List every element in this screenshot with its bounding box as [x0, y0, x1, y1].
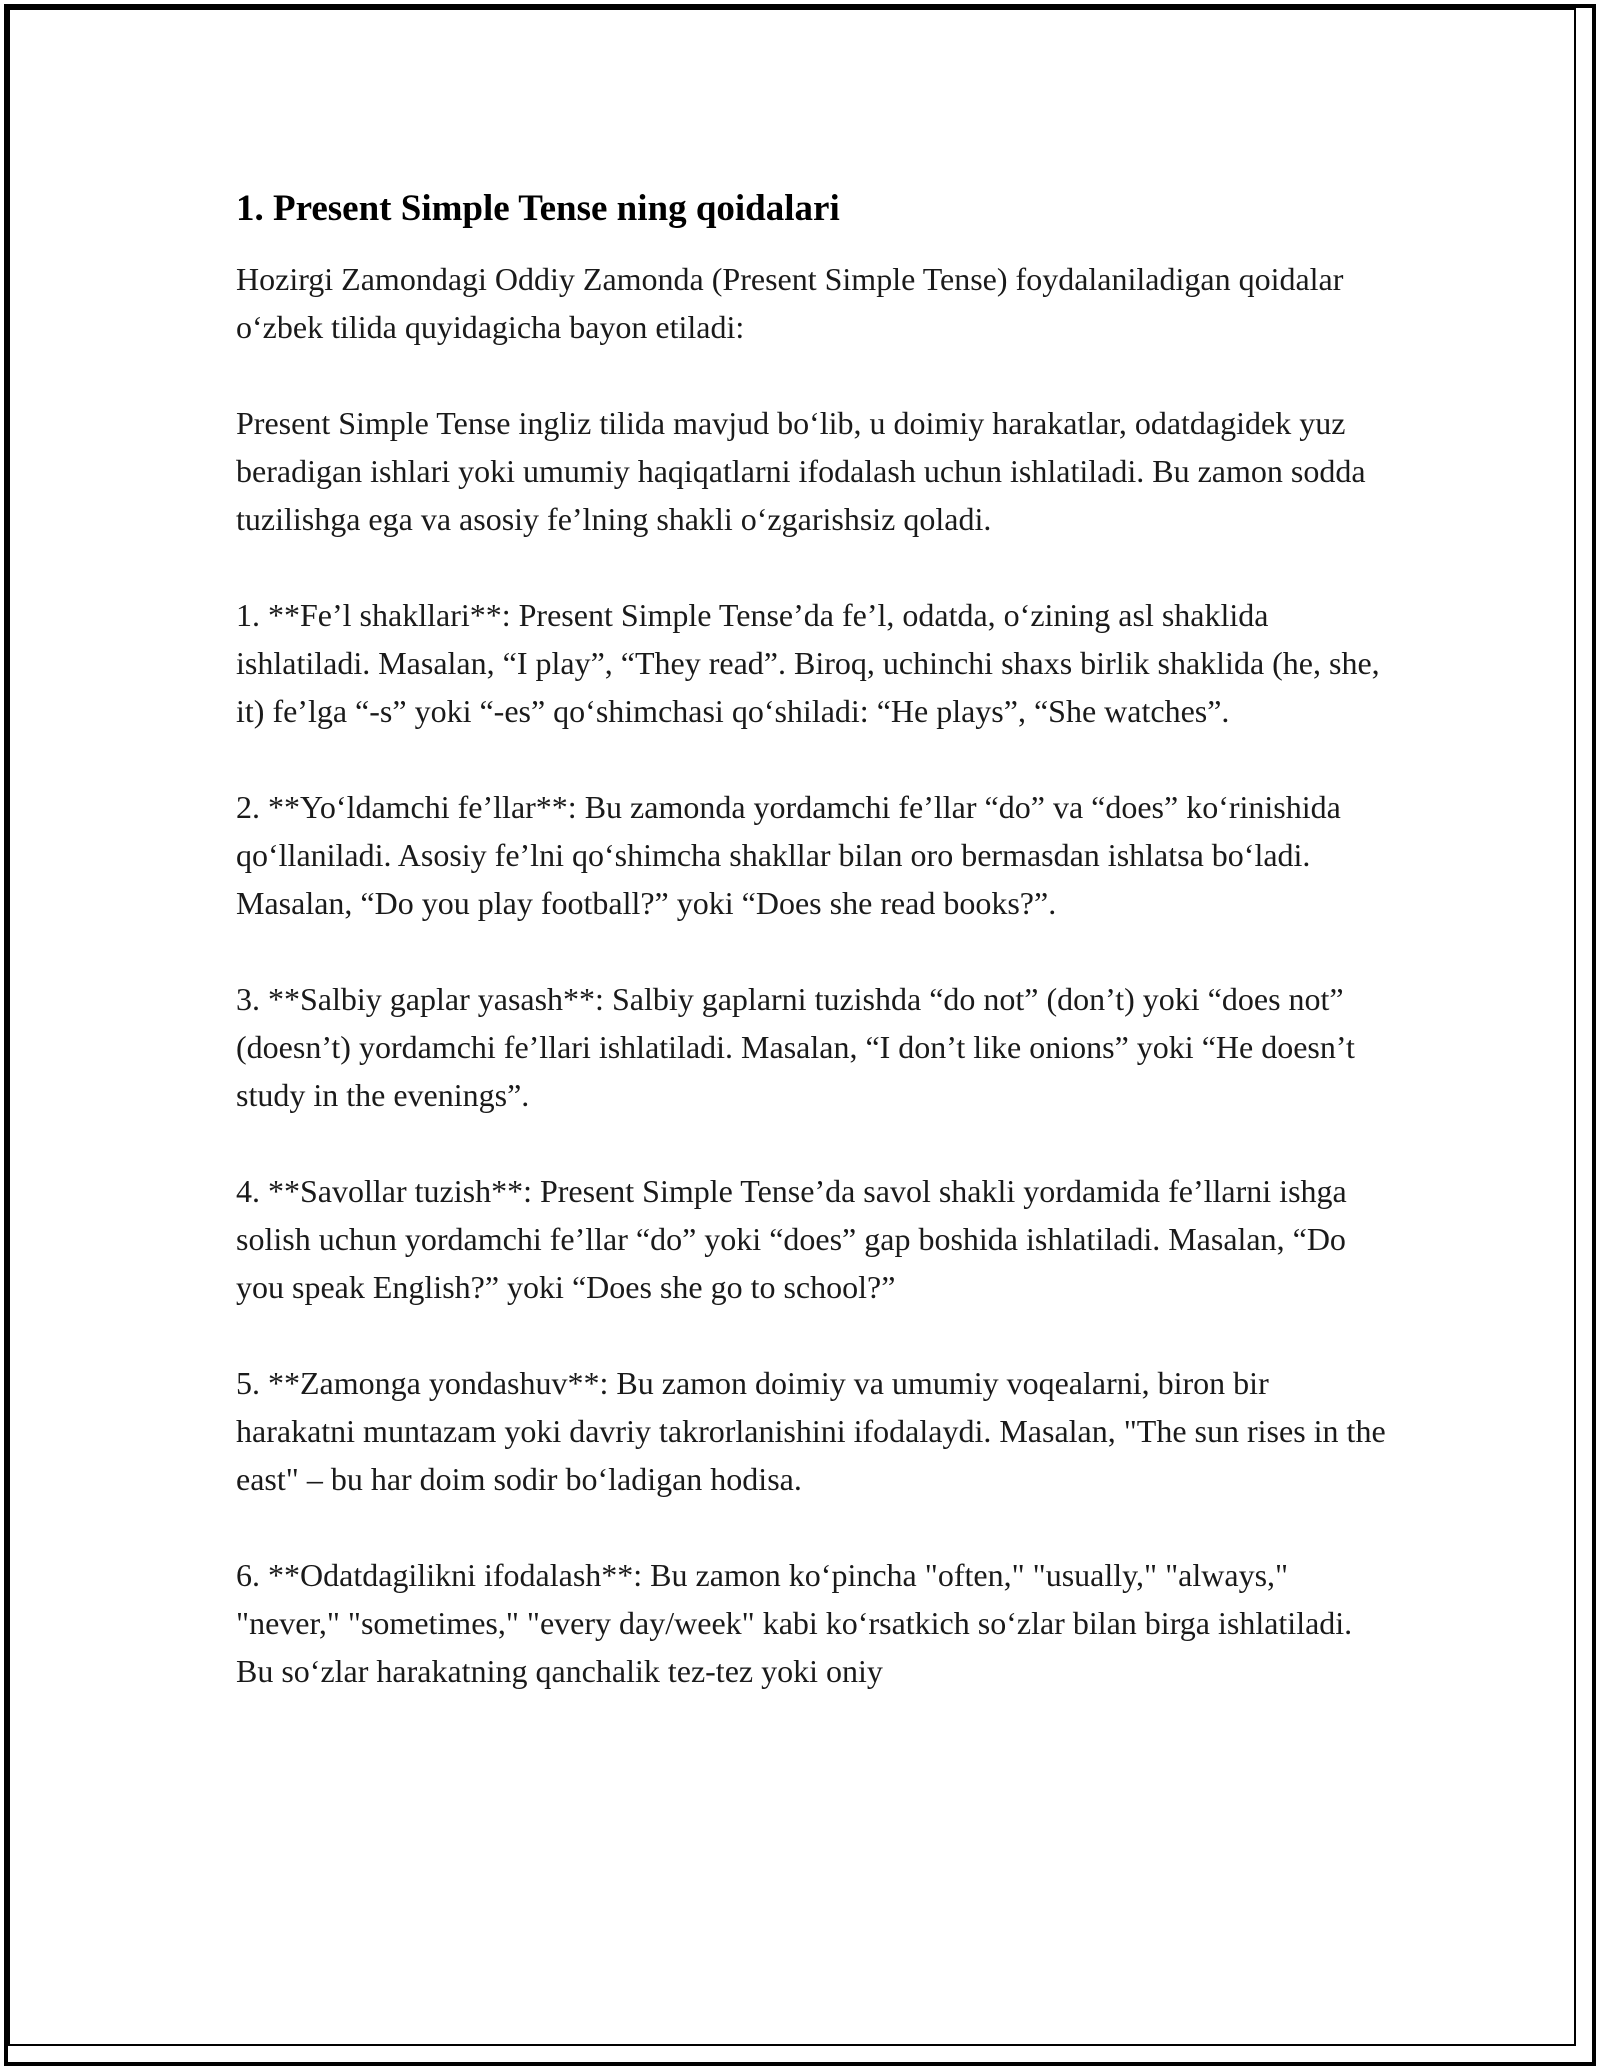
document-heading: 1. Present Simple Tense ning qoidalari — [236, 188, 840, 229]
document-body — [236, 185, 1386, 1743]
intro-paragraph: Hozirgi Zamondagi Oddiy Zamonda (Present Simple Tense) foydalaniladigan qoidalar o‘zbek tilida quyidagicha bayon etiladi: — [236, 261, 1344, 345]
rule-negative-sentences: 3. **Salbiy gaplar yasash**: Salbiy gaplarni tuzishda “do not” (don’t) yoki “does not” (doesn’t) yordamchi fe’llari ishlatiladi. Masalan, “I don’t like onions” yoki “He doesn’t study in the evenings”. — [236, 981, 1355, 1113]
rule-time-approach: 5. **Zamonga yondashuv**: Bu zamon doimiy va umumiy voqealarni, biron bir harakatni muntazam yoki davriy takrorlanishini ifodalaydi. Masalan, "The sun rises in the east" – bu har doim sodir bo‘ladigan hodisa. — [236, 1365, 1386, 1497]
overview-paragraph: Present Simple Tense ingliz tilida mavjud bo‘lib, u doimiy harakatlar, odatdagidek yuz beradigan ishlari yoki umumiy haqiqatlarni ifodalash uchun ishlatiladi. Bu zamon sodda tuzilishga ega va asosiy fe’lning shakli o‘zgarishsiz qoladi. — [236, 405, 1366, 537]
rule-verb-forms: 1. **Fe’l shakllari**: Present Simple Tense’da fe’l, odatda, o‘zining asl shaklida ishlatiladi. Masalan, “I play”, “They read”. Biroq, uchinchi shaxs birlik shaklida (he, she, it) fe’lga “-s” yoki “-es” qo‘shimchasi qo‘shiladi: “He plays”, “She watches”. — [236, 597, 1380, 729]
rule-habitual-actions: 6. **Odatdagilikni ifodalash**: Bu zamon ko‘pincha "often," "usually," "always," "never," "sometimes," "every day/week" kabi ko‘rsatkich so‘zlar bilan birga ishlatiladi. Bu so‘zlar harakatning qanchalik tez-tez yoki oniy — [236, 1557, 1353, 1689]
rule-questions: 4. **Savollar tuzish**: Present Simple Tense’da savol shakli yordamida fe’llarni ishga solish uchun yordamchi fe’llar “do” yoki “does” gap boshida ishlatiladi. Masalan, “Do you speak English?” yoki “Does she go to school?” — [236, 1173, 1347, 1305]
rule-auxiliary-verbs: 2. **Yo‘ldamchi fe’llar**: Bu zamonda yordamchi fe’llar “do” va “does” ko‘rinishida qo‘llaniladi. Asosiy fe’lni qo‘shimcha shakllar bilan oro bermasdan ishlatsa bo‘ladi. Masalan, “Do you play football?” yoki “Does she read books?”. — [236, 789, 1341, 921]
